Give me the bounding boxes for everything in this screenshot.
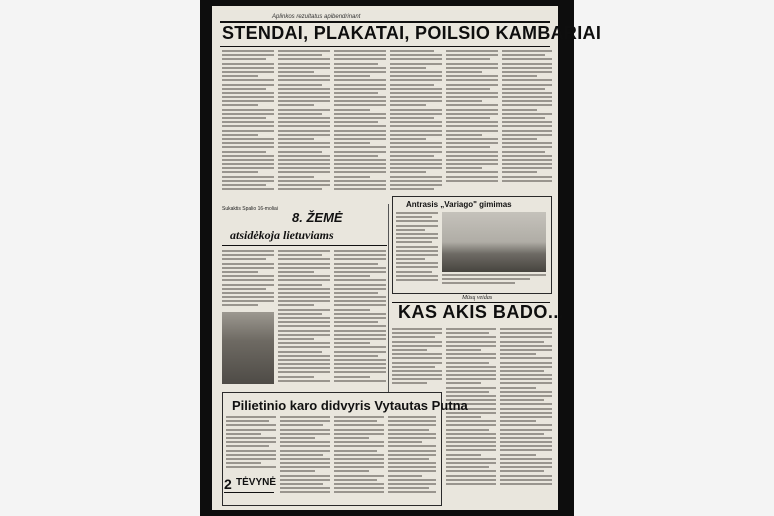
putna-title: Pilietinio karo didvyris Vytautas Putna — [232, 398, 468, 413]
kas-title: KAS AKIS BADO... — [398, 302, 565, 322]
putna-column-3 — [334, 416, 384, 500]
masthead-rule — [224, 492, 274, 493]
zeme-date-label: Sukaktis Spalio 16-moliai — [222, 206, 278, 212]
putna-column-1 — [226, 416, 276, 472]
zeme-photo — [222, 312, 274, 384]
ship-caption — [442, 274, 546, 290]
putna-column-2 — [280, 416, 330, 500]
page-number: 2 — [224, 476, 232, 492]
zeme-column-1 — [222, 250, 274, 310]
zeme-rule — [222, 245, 387, 246]
headline-rule — [220, 46, 550, 47]
article-column-5 — [446, 50, 498, 190]
article-column-6 — [502, 50, 552, 190]
column-divider — [388, 204, 389, 392]
kicker-text: Aplinkos rezultatus apibendrinant — [272, 14, 361, 20]
article-column-3 — [334, 50, 386, 200]
article-column-4 — [390, 50, 442, 200]
variago-text — [396, 212, 438, 288]
zeme-title: 8. ŽEMĖ — [292, 210, 343, 225]
kas-column-3 — [500, 328, 552, 498]
masthead-name: TĖVYNĖ — [236, 477, 277, 488]
putna-column-4 — [388, 416, 436, 500]
zeme-column-2 — [278, 250, 330, 392]
kas-column-1 — [392, 328, 442, 388]
ship-photo — [442, 212, 546, 272]
kas-column-2 — [446, 328, 496, 498]
article-column-1 — [222, 50, 274, 200]
zeme-subtitle: atsidėkoja lietuviams — [230, 228, 334, 242]
main-headline: STENDAI, PLAKATAI, POILSIO KAMBARIAI — [222, 23, 602, 43]
zeme-column-3 — [334, 250, 386, 392]
newspaper-page — [212, 6, 602, 510]
article-column-2 — [278, 50, 330, 200]
variago-title: Antrasis „Variago" gimimas — [406, 200, 512, 209]
kas-rubric: Mūsų veidas — [462, 295, 493, 301]
